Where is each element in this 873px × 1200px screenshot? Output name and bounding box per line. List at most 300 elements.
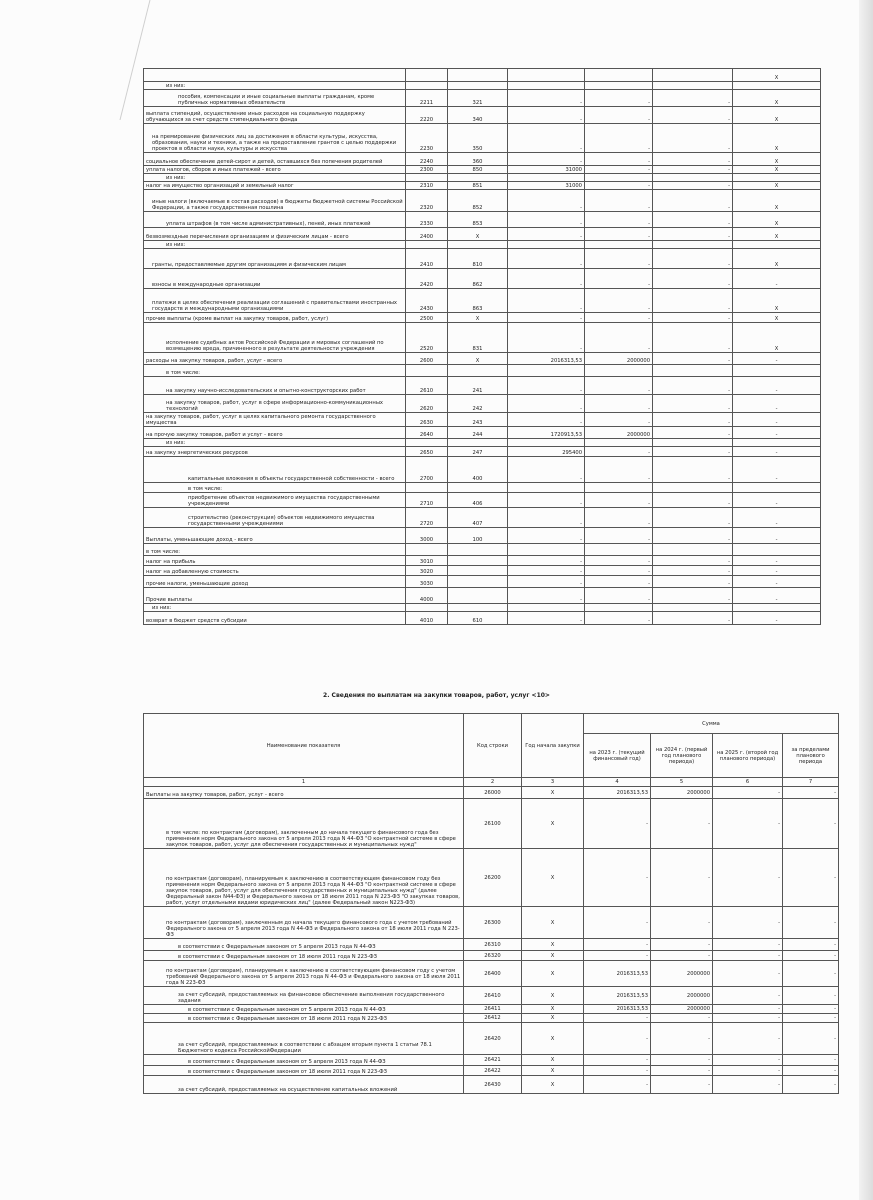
- cell-y3: -: [653, 528, 733, 544]
- cell-kbk: 400: [448, 457, 508, 483]
- cell-y3: -: [653, 377, 733, 395]
- cell-code: 26310: [464, 939, 522, 951]
- cell-y4: -: [733, 447, 821, 457]
- cell-y3: [653, 241, 733, 249]
- cell-name: безвозмездные перечисления организациям и физическим лицам - всего: [144, 228, 406, 241]
- cell-name: Выплаты на закупку товаров, работ, услуг - всего: [144, 787, 464, 799]
- column-number: 5: [651, 778, 713, 787]
- cell-kbk: [448, 544, 508, 556]
- cell-code: 26200: [464, 849, 522, 907]
- cell-name: приобретение объектов недвижимого имущества государственными учреждениями: [144, 493, 406, 508]
- cell-name: возврат в бюджет средств субсидии: [144, 612, 406, 625]
- cell-name: социальное обеспечение детей-сирот и детей, оставшихся без попечения родителей: [144, 153, 406, 166]
- cell-kbk: 360: [448, 153, 508, 166]
- cell-y2: -: [585, 90, 653, 107]
- cell-v3: -: [713, 951, 783, 961]
- cell-kbk: [448, 69, 508, 82]
- cell-y2: [585, 365, 653, 377]
- cell-y1: -: [508, 395, 585, 413]
- cell-y2: 2000000: [585, 353, 653, 365]
- table-row: [144, 212, 821, 228]
- cell-y2: [585, 483, 653, 493]
- table-row: [144, 1023, 839, 1055]
- cell-y4: -: [733, 269, 821, 289]
- cell-y3: -: [653, 323, 733, 353]
- cell-y3: -: [653, 313, 733, 323]
- table-row: [144, 987, 839, 1005]
- cell-kbk: 241: [448, 377, 508, 395]
- cell-y2: [585, 604, 653, 612]
- cell-y3: [653, 439, 733, 447]
- cell-y1: -: [508, 528, 585, 544]
- cell-y2: -: [585, 576, 653, 588]
- cell-name: в соответствии с Федеральным законом от 18 июля 2011 года N 223-ФЗ: [144, 1014, 464, 1023]
- cell-y3: -: [653, 588, 733, 604]
- cell-code: 26000: [464, 787, 522, 799]
- cell-y3: -: [653, 249, 733, 269]
- cell-y4: -: [733, 457, 821, 483]
- cell-name: в соответствии с Федеральным законом от 5 апреля 2013 года N 44-ФЗ: [144, 1055, 464, 1066]
- cell-y2: [585, 82, 653, 90]
- cell-y3: -: [653, 612, 733, 625]
- table-row: [144, 174, 821, 182]
- cell-year: X: [522, 951, 584, 961]
- cell-y4: -: [733, 588, 821, 604]
- cell-code: [406, 69, 448, 82]
- header-2025: на 2025 г. (второй год планового периода): [713, 734, 783, 778]
- cell-v3: -: [713, 961, 783, 987]
- cell-kbk: 243: [448, 413, 508, 427]
- cell-y1: -: [508, 212, 585, 228]
- cell-name: из них:: [144, 82, 406, 90]
- cell-y1: -: [508, 556, 585, 566]
- cell-v1: -: [584, 939, 651, 951]
- cell-y4: -: [733, 612, 821, 625]
- cell-code: [406, 241, 448, 249]
- table-row: [144, 799, 839, 849]
- cell-y2: -: [585, 447, 653, 457]
- cell-code: [406, 82, 448, 90]
- cell-y2: [585, 69, 653, 82]
- cell-name: исполнение судебных актов Российской Федерации и мировых соглашений по возмещению вреда, причиненного в результате деятельности учреждения: [144, 323, 406, 353]
- cell-kbk: [448, 566, 508, 576]
- cell-y1: -: [508, 289, 585, 313]
- cell-kbk: 350: [448, 124, 508, 153]
- cell-y4: [733, 544, 821, 556]
- cell-code: 2500: [406, 313, 448, 323]
- table-row: [144, 1066, 839, 1076]
- cell-y1: 31000: [508, 182, 585, 190]
- expenses-table: [143, 68, 821, 625]
- cell-kbk: [448, 483, 508, 493]
- table-row: [144, 447, 821, 457]
- cell-v4: -: [783, 987, 839, 1005]
- cell-y4: -: [733, 556, 821, 566]
- table-row: [144, 612, 821, 625]
- cell-y4: -: [733, 493, 821, 508]
- cell-code: 2220: [406, 107, 448, 124]
- cell-y2: -: [585, 182, 653, 190]
- cell-y4: -: [733, 413, 821, 427]
- cell-y2: -: [585, 190, 653, 212]
- cell-y1: -: [508, 377, 585, 395]
- cell-name: [144, 69, 406, 82]
- cell-name: на закупку товаров, работ, услуг в целях капитального ремонта государственного имущества: [144, 413, 406, 427]
- cell-name: платежи в целях обеспечения реализации соглашений с правительствами иностранных государств и международными организациями: [144, 289, 406, 313]
- cell-name: в соответствии с Федеральным законом от 5 апреля 2013 года N 44-ФЗ: [144, 939, 464, 951]
- cell-code: [406, 544, 448, 556]
- paper-crease-mark: [0, 0, 160, 120]
- cell-y2: [585, 544, 653, 556]
- cell-y3: -: [653, 566, 733, 576]
- cell-v1: -: [584, 907, 651, 939]
- table-row: [144, 413, 821, 427]
- cell-y1: -: [508, 413, 585, 427]
- cell-kbk: 850: [448, 166, 508, 174]
- cell-y3: -: [653, 556, 733, 566]
- cell-v3: -: [713, 799, 783, 849]
- cell-code: 2430: [406, 289, 448, 313]
- cell-y3: -: [653, 107, 733, 124]
- cell-y4: -: [733, 353, 821, 365]
- cell-code: 26411: [464, 1005, 522, 1014]
- cell-v4: -: [783, 939, 839, 951]
- cell-name: из них:: [144, 241, 406, 249]
- cell-name: на прочую закупку товаров, работ и услуг - всего: [144, 427, 406, 439]
- cell-code: 26421: [464, 1055, 522, 1066]
- cell-v4: -: [783, 1055, 839, 1066]
- cell-y1: -: [508, 508, 585, 528]
- cell-y4: X: [733, 124, 821, 153]
- cell-code: 2320: [406, 190, 448, 212]
- cell-name: строительство (реконструкция) объектов недвижимого имущества государственными учреждениями: [144, 508, 406, 528]
- cell-v3: -: [713, 849, 783, 907]
- cell-code: 26420: [464, 1023, 522, 1055]
- table-row: [144, 787, 839, 799]
- cell-y3: [653, 483, 733, 493]
- cell-y2: -: [585, 228, 653, 241]
- cell-code: 2330: [406, 212, 448, 228]
- cell-y2: -: [585, 107, 653, 124]
- cell-code: 26430: [464, 1076, 522, 1094]
- cell-code: 2400: [406, 228, 448, 241]
- cell-y1: -: [508, 90, 585, 107]
- cell-y3: -: [653, 212, 733, 228]
- cell-v4: -: [783, 951, 839, 961]
- cell-y3: -: [653, 166, 733, 174]
- cell-v1: 2016313,53: [584, 961, 651, 987]
- cell-y4: X: [733, 107, 821, 124]
- cell-y1: [508, 439, 585, 447]
- cell-kbk: 862: [448, 269, 508, 289]
- header-2023: на 2023 г. (текущий финансовый год): [584, 734, 651, 778]
- cell-y3: [653, 174, 733, 182]
- cell-v1: -: [584, 849, 651, 907]
- cell-kbk: 406: [448, 493, 508, 508]
- cell-y1: -: [508, 457, 585, 483]
- cell-name: пособия, компенсации и иные социальные выплаты гражданам, кроме публичных нормативных обязательств: [144, 90, 406, 107]
- table-row: [144, 90, 821, 107]
- table-row: [144, 365, 821, 377]
- cell-v2: -: [651, 1076, 713, 1094]
- cell-name: по контрактам (договорам), заключенным до начала текущего финансового года с учетом требований Федерального закона от 5 апреля 2013 года N 44-ФЗ и Федерального закона от 18 июля 2011 года N 223-ФЗ: [144, 907, 464, 939]
- cell-code: 4000: [406, 588, 448, 604]
- cell-kbk: 610: [448, 612, 508, 625]
- cell-code: 4010: [406, 612, 448, 625]
- table-row: [144, 377, 821, 395]
- cell-kbk: [448, 365, 508, 377]
- cell-y1: 295400: [508, 447, 585, 457]
- cell-v2: 2000000: [651, 987, 713, 1005]
- cell-year: X: [522, 907, 584, 939]
- page-edge-shadow: [859, 0, 873, 1200]
- column-number: 4: [584, 778, 651, 787]
- column-number: 1: [144, 778, 464, 787]
- cell-y3: -: [653, 493, 733, 508]
- cell-v1: -: [584, 1076, 651, 1094]
- cell-v1: 2016313,53: [584, 987, 651, 1005]
- table-row: [144, 228, 821, 241]
- cell-year: X: [522, 961, 584, 987]
- cell-v4: -: [783, 1066, 839, 1076]
- cell-v3: -: [713, 907, 783, 939]
- table-row: [144, 69, 821, 82]
- cell-y3: -: [653, 289, 733, 313]
- cell-y2: -: [585, 153, 653, 166]
- cell-y4: [733, 174, 821, 182]
- cell-y1: [508, 174, 585, 182]
- cell-y4: -: [733, 576, 821, 588]
- cell-y3: [653, 604, 733, 612]
- cell-kbk: [448, 604, 508, 612]
- cell-y2: -: [585, 289, 653, 313]
- cell-y3: -: [653, 228, 733, 241]
- cell-y1: 1720913,53: [508, 427, 585, 439]
- cell-y2: [585, 241, 653, 249]
- cell-name: взносы в международные организации: [144, 269, 406, 289]
- cell-code: [406, 604, 448, 612]
- cell-code: 2650: [406, 447, 448, 457]
- cell-name: в соответствии с Федеральным законом от 18 июля 2011 года N 223-ФЗ: [144, 951, 464, 961]
- cell-code: 2630: [406, 413, 448, 427]
- cell-y4: [733, 82, 821, 90]
- cell-kbk: [448, 82, 508, 90]
- cell-y2: -: [585, 588, 653, 604]
- cell-name: в том числе:: [144, 544, 406, 556]
- cell-kbk: 853: [448, 212, 508, 228]
- cell-code: 26300: [464, 907, 522, 939]
- cell-y1: -: [508, 323, 585, 353]
- cell-y2: [585, 439, 653, 447]
- cell-code: 3000: [406, 528, 448, 544]
- column-number: 2: [464, 778, 522, 787]
- column-number: 6: [713, 778, 783, 787]
- cell-year: X: [522, 1055, 584, 1066]
- table-row: [144, 82, 821, 90]
- cell-y1: [508, 483, 585, 493]
- cell-code: 2700: [406, 457, 448, 483]
- cell-y3: -: [653, 90, 733, 107]
- table-row: [144, 241, 821, 249]
- cell-name: налог на имущество организаций и земельный налог: [144, 182, 406, 190]
- cell-code: 2610: [406, 377, 448, 395]
- cell-y2: -: [585, 457, 653, 483]
- cell-code: 2240: [406, 153, 448, 166]
- cell-name: в том числе:: [144, 365, 406, 377]
- table-row: [144, 907, 839, 939]
- cell-v3: -: [713, 1005, 783, 1014]
- table-row: [144, 313, 821, 323]
- cell-y2: -: [585, 269, 653, 289]
- cell-code: 26410: [464, 987, 522, 1005]
- cell-code: 26422: [464, 1066, 522, 1076]
- cell-v4: -: [783, 1014, 839, 1023]
- table-row: [144, 107, 821, 124]
- cell-name: расходы на закупку товаров, работ, услуг - всего: [144, 353, 406, 365]
- cell-v3: -: [713, 987, 783, 1005]
- cell-v2: 2000000: [651, 787, 713, 799]
- cell-code: 3030: [406, 576, 448, 588]
- cell-code: 2620: [406, 395, 448, 413]
- cell-code: 26320: [464, 951, 522, 961]
- cell-name: на закупку энергетических ресурсов: [144, 447, 406, 457]
- cell-y2: [585, 174, 653, 182]
- cell-y2: -: [585, 377, 653, 395]
- procurement-table: [143, 713, 839, 1094]
- table-row: [144, 939, 839, 951]
- cell-y1: -: [508, 313, 585, 323]
- table-row: [144, 124, 821, 153]
- cell-name: за счет субсидий, предоставляемых на финансовое обеспечение выполнения государственного задания: [144, 987, 464, 1005]
- cell-v2: -: [651, 1055, 713, 1066]
- cell-v3: -: [713, 1076, 783, 1094]
- cell-y1: -: [508, 493, 585, 508]
- cell-y4: [733, 604, 821, 612]
- cell-v2: 2000000: [651, 1005, 713, 1014]
- cell-y4: -: [733, 528, 821, 544]
- cell-code: 2211: [406, 90, 448, 107]
- table-row: [144, 951, 839, 961]
- cell-name: уплата налогов, сборов и иных платежей - всего: [144, 166, 406, 174]
- cell-y1: -: [508, 124, 585, 153]
- cell-y1: -: [508, 228, 585, 241]
- table-row: [144, 1055, 839, 1066]
- cell-code: 26100: [464, 799, 522, 849]
- cell-y1: [508, 69, 585, 82]
- cell-v1: -: [584, 1014, 651, 1023]
- cell-kbk: [448, 576, 508, 588]
- table-row: [144, 269, 821, 289]
- cell-code: 2520: [406, 323, 448, 353]
- cell-kbk: 321: [448, 90, 508, 107]
- cell-y2: -: [585, 508, 653, 528]
- cell-y3: -: [653, 413, 733, 427]
- cell-v2: -: [651, 951, 713, 961]
- cell-name: в том числе:: [144, 483, 406, 493]
- cell-y2: -: [585, 249, 653, 269]
- table-row: [144, 249, 821, 269]
- cell-code: 2300: [406, 166, 448, 174]
- cell-year: X: [522, 1066, 584, 1076]
- cell-name: из них:: [144, 174, 406, 182]
- table-row: [144, 849, 839, 907]
- cell-year: X: [522, 1014, 584, 1023]
- cell-y3: [653, 82, 733, 90]
- header-2024: на 2024 г. (первый год планового периода): [651, 734, 713, 778]
- cell-y3: -: [653, 508, 733, 528]
- cell-year: X: [522, 1076, 584, 1094]
- cell-y4: X: [733, 90, 821, 107]
- cell-kbk: 244: [448, 427, 508, 439]
- cell-y2: -: [585, 413, 653, 427]
- table-row: [144, 323, 821, 353]
- cell-v4: -: [783, 961, 839, 987]
- header-beyond: за пределами планового периода: [783, 734, 839, 778]
- column-number: 7: [783, 778, 839, 787]
- cell-kbk: [448, 588, 508, 604]
- cell-y1: -: [508, 576, 585, 588]
- table-row: [144, 289, 821, 313]
- cell-v2: -: [651, 907, 713, 939]
- cell-y1: -: [508, 249, 585, 269]
- column-numbers-row: [144, 778, 839, 787]
- cell-v3: -: [713, 1066, 783, 1076]
- cell-y4: [733, 241, 821, 249]
- cell-y4: X: [733, 249, 821, 269]
- table-row: [144, 1005, 839, 1014]
- cell-name: в соответствии с Федеральным законом от 5 апреля 2013 года N 44-ФЗ: [144, 1005, 464, 1014]
- cell-y1: 2016313,53: [508, 353, 585, 365]
- cell-name: на закупку научно-исследовательских и опытно-конструкторских работ: [144, 377, 406, 395]
- cell-y1: -: [508, 107, 585, 124]
- cell-code: [406, 439, 448, 447]
- cell-kbk: [448, 439, 508, 447]
- cell-kbk: X: [448, 353, 508, 365]
- cell-name: на закупку товаров, работ, услуг в сфере информационно-коммуникационных технологий: [144, 395, 406, 413]
- table-row: [144, 1076, 839, 1094]
- cell-code: 2640: [406, 427, 448, 439]
- cell-y4: X: [733, 228, 821, 241]
- cell-v4: -: [783, 799, 839, 849]
- cell-y3: -: [653, 447, 733, 457]
- cell-y2: -: [585, 612, 653, 625]
- table-row: [144, 576, 821, 588]
- cell-y4: -: [733, 427, 821, 439]
- cell-y1: 31000: [508, 166, 585, 174]
- cell-y3: [653, 69, 733, 82]
- cell-v3: -: [713, 1023, 783, 1055]
- cell-y3: -: [653, 182, 733, 190]
- cell-v1: 2016313,53: [584, 1005, 651, 1014]
- cell-kbk: 247: [448, 447, 508, 457]
- cell-code: [406, 365, 448, 377]
- cell-name: налог на прибыль: [144, 556, 406, 566]
- cell-code: [406, 483, 448, 493]
- cell-v2: -: [651, 1023, 713, 1055]
- table-row: [144, 493, 821, 508]
- cell-kbk: 100: [448, 528, 508, 544]
- cell-y2: -: [585, 124, 653, 153]
- cell-kbk: [448, 174, 508, 182]
- cell-y4: X: [733, 313, 821, 323]
- cell-y4: X: [733, 182, 821, 190]
- cell-y1: -: [508, 566, 585, 576]
- section2-title: 2. Сведения по выплатам на закупки товаров, работ, услуг <10>: [323, 692, 550, 699]
- cell-name: в том числе: по контрактам (договорам), заключенным до начала текущего финансового года без применения норм Федерального закона от 5 апреля 2013 года N 44-ФЗ "О контрактной системе в сфере закупок товаров, работ, услуг для обеспечения государственных и муниципальных нужд": [144, 799, 464, 849]
- cell-v3: -: [713, 1014, 783, 1023]
- cell-name: на премирование физических лиц за достижения в области культуры, искусства, образования, науки и техники, а также на предоставление грантов с целью поддержки проектов в области науки, культуры и искусства: [144, 124, 406, 153]
- cell-name: гранты, предоставляемые другим организациям и физическим лицам: [144, 249, 406, 269]
